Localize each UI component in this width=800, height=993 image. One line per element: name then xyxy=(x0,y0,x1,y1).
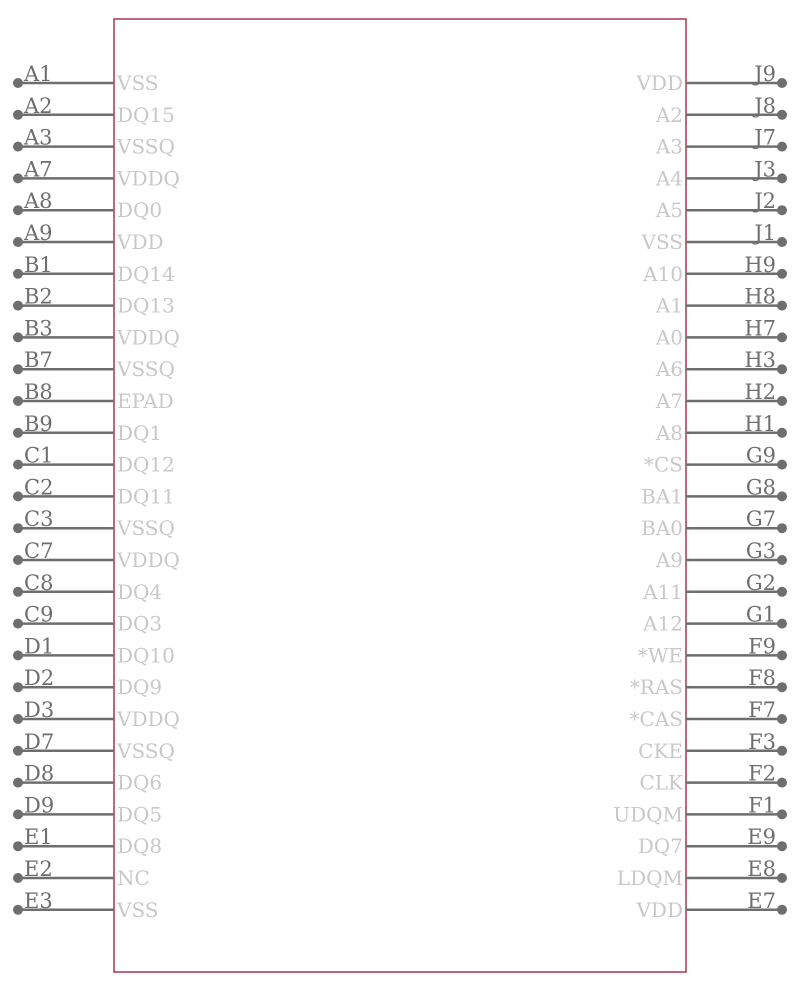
right-pin-group xyxy=(613,62,787,922)
pin-number: H7 xyxy=(744,316,776,341)
pin-E8 xyxy=(617,857,787,890)
pin-endpoint-dot xyxy=(777,269,787,279)
pin-number: G9 xyxy=(745,443,776,468)
pin-name: NC xyxy=(117,866,150,890)
pin-number: J7 xyxy=(754,125,776,150)
pin-endpoint-dot xyxy=(13,428,23,438)
pin-number: F7 xyxy=(748,698,776,722)
pin-name: DQ9 xyxy=(117,675,163,700)
pin-name: VDDQ xyxy=(117,707,180,731)
pin-number: B7 xyxy=(24,348,53,373)
pin-F3 xyxy=(638,730,787,763)
pin-name: VDD xyxy=(636,897,683,922)
pin-number: F3 xyxy=(748,729,776,754)
pin-number: H9 xyxy=(744,252,776,277)
pin-B7 xyxy=(13,348,175,381)
pin-name: DQ1 xyxy=(117,420,163,445)
pin-endpoint-dot xyxy=(777,523,787,533)
pin-number: A7 xyxy=(24,157,53,182)
pin-endpoint-dot xyxy=(13,237,23,247)
pin-name: VDD xyxy=(117,230,164,254)
pin-number: A8 xyxy=(24,189,53,214)
pin-name: A11 xyxy=(643,579,683,604)
pin-C3 xyxy=(13,507,175,540)
pin-number: G3 xyxy=(745,539,776,563)
pin-name: *CAS xyxy=(629,707,683,731)
pin-number: B9 xyxy=(24,411,53,436)
pin-D2 xyxy=(13,666,162,699)
pin-name: EPAD xyxy=(117,389,174,413)
pin-endpoint-dot xyxy=(777,301,787,311)
pin-name: DQ15 xyxy=(117,102,175,127)
pin-number: E2 xyxy=(24,857,53,881)
pin-number: H2 xyxy=(744,380,776,404)
pin-name: VSS xyxy=(641,230,683,254)
pin-number: D3 xyxy=(24,698,55,722)
pin-name: LDQM xyxy=(616,866,683,890)
pin-name: A0 xyxy=(655,325,683,350)
pin-endpoint-dot xyxy=(777,587,787,597)
pin-endpoint-dot xyxy=(777,396,787,406)
pin-number: B8 xyxy=(24,380,53,404)
pin-E2 xyxy=(13,857,150,890)
pin-number: E9 xyxy=(747,825,776,850)
pin-name: VSS xyxy=(117,897,159,922)
pin-number: F2 xyxy=(748,761,776,786)
pin-endpoint-dot xyxy=(777,905,787,915)
pin-endpoint-dot xyxy=(13,110,23,120)
pin-number: B1 xyxy=(24,252,53,277)
pin-number: G7 xyxy=(745,507,776,532)
pin-endpoint-dot xyxy=(13,364,23,374)
pin-E9 xyxy=(638,825,787,858)
pin-C2 xyxy=(13,475,175,508)
pin-endpoint-dot xyxy=(777,460,787,470)
pin-number: F1 xyxy=(748,793,776,818)
pin-endpoint-dot xyxy=(777,746,787,756)
pin-number: D2 xyxy=(24,666,55,691)
pin-F8 xyxy=(630,666,787,699)
pin-name: VDDQ xyxy=(117,325,180,350)
pin-number: D9 xyxy=(24,793,55,818)
pin-number: E3 xyxy=(24,888,53,913)
pin-number: H3 xyxy=(744,348,776,373)
pin-endpoint-dot xyxy=(13,619,23,629)
pin-number: G8 xyxy=(745,475,776,500)
pin-J9 xyxy=(635,62,787,95)
pin-endpoint-dot xyxy=(777,809,787,819)
pin-A1 xyxy=(13,62,159,95)
pin-F2 xyxy=(639,762,787,795)
pin-name: A5 xyxy=(655,198,683,223)
pin-endpoint-dot xyxy=(13,778,23,788)
pin-endpoint-dot xyxy=(777,841,787,851)
pin-name: VDD xyxy=(636,71,683,95)
pin-number: A2 xyxy=(24,93,53,118)
pin-name: VSSQ xyxy=(117,516,175,541)
pin-endpoint-dot xyxy=(777,619,787,629)
pin-name: DQ11 xyxy=(117,484,175,509)
pin-name: DQ0 xyxy=(117,198,163,223)
pin-name: DQ13 xyxy=(117,293,175,318)
pin-J2 xyxy=(655,189,787,222)
pin-number: D1 xyxy=(24,634,55,659)
pin-endpoint-dot xyxy=(13,332,23,342)
pin-number: C2 xyxy=(24,475,54,500)
pin-name: DQ5 xyxy=(117,802,163,827)
pin-B2 xyxy=(13,285,175,318)
pin-C8 xyxy=(13,571,162,604)
pin-endpoint-dot xyxy=(777,78,787,88)
pin-F7 xyxy=(630,698,787,731)
pin-endpoint-dot xyxy=(777,237,787,247)
pin-name: A3 xyxy=(655,134,683,159)
pin-number: F8 xyxy=(748,666,776,691)
pin-J3 xyxy=(655,157,787,190)
pin-endpoint-dot xyxy=(777,142,787,152)
pin-J8 xyxy=(655,94,787,127)
pin-name: DQ3 xyxy=(117,611,163,636)
pin-name: *CS xyxy=(643,452,683,477)
pin-name: VSS xyxy=(117,71,159,95)
pin-B9 xyxy=(13,412,162,445)
pin-name: VDDQ xyxy=(117,548,180,572)
pin-A7 xyxy=(13,157,180,190)
pin-C7 xyxy=(13,539,180,572)
pin-B8 xyxy=(13,380,174,413)
pin-A2 xyxy=(13,94,175,127)
pin-number: D8 xyxy=(24,761,55,786)
pin-A9 xyxy=(13,221,164,254)
pin-endpoint-dot xyxy=(777,491,787,501)
pin-endpoint-dot xyxy=(13,682,23,692)
pin-endpoint-dot xyxy=(13,555,23,565)
pin-number: C7 xyxy=(24,539,54,563)
pin-name: VSSQ xyxy=(117,357,175,382)
pin-name: DQ8 xyxy=(117,834,163,859)
pin-endpoint-dot xyxy=(13,841,23,851)
pin-number: C1 xyxy=(24,443,54,468)
pin-F9 xyxy=(638,634,787,667)
pin-endpoint-dot xyxy=(777,110,787,120)
pin-number: E7 xyxy=(747,888,776,913)
pin-endpoint-dot xyxy=(777,428,787,438)
pin-number: B2 xyxy=(24,284,53,309)
pin-number: A1 xyxy=(24,62,53,86)
pin-name: *RAS xyxy=(629,675,683,700)
pin-D3 xyxy=(13,698,180,731)
pin-name: UDQM xyxy=(613,802,683,827)
pin-endpoint-dot xyxy=(13,491,23,501)
pin-G1 xyxy=(642,603,787,636)
pin-endpoint-dot xyxy=(13,905,23,915)
pin-name: A4 xyxy=(655,166,683,191)
pin-number: C8 xyxy=(24,570,54,595)
pin-name: DQ4 xyxy=(117,579,163,604)
pin-B1 xyxy=(13,253,175,286)
pin-endpoint-dot xyxy=(777,555,787,565)
pin-endpoint-dot xyxy=(13,205,23,215)
pin-H2 xyxy=(655,380,787,413)
pin-name: DQ14 xyxy=(117,261,175,286)
pin-name: CKE xyxy=(638,738,683,763)
pin-name: DQ7 xyxy=(637,834,683,859)
pin-D8 xyxy=(13,762,162,795)
pin-J1 xyxy=(641,221,788,254)
pin-name: VSSQ xyxy=(117,134,175,159)
pin-endpoint-dot xyxy=(777,332,787,342)
pin-number: H1 xyxy=(744,411,776,436)
pin-name: DQ10 xyxy=(117,643,175,668)
pin-E3 xyxy=(13,889,159,922)
pin-number: E8 xyxy=(747,857,776,881)
pin-endpoint-dot xyxy=(777,173,787,183)
pin-A8 xyxy=(13,189,162,222)
pin-number: C9 xyxy=(24,602,54,627)
pin-name: BA1 xyxy=(641,484,683,509)
pin-endpoint-dot xyxy=(13,523,23,533)
pin-endpoint-dot xyxy=(13,142,23,152)
pin-H9 xyxy=(642,253,787,286)
left-pin-group xyxy=(13,62,180,922)
pin-C9 xyxy=(13,603,162,636)
pin-name: A12 xyxy=(643,611,683,636)
pin-name: CLK xyxy=(639,770,683,795)
pin-number: F9 xyxy=(748,634,776,659)
pin-H8 xyxy=(655,285,787,318)
pin-endpoint-dot xyxy=(13,873,23,883)
pin-B3 xyxy=(13,316,180,349)
pin-endpoint-dot xyxy=(777,714,787,724)
pin-endpoint-dot xyxy=(777,205,787,215)
pin-endpoint-dot xyxy=(13,173,23,183)
pin-D7 xyxy=(13,730,175,763)
pin-number: J9 xyxy=(754,62,776,86)
pin-number: G2 xyxy=(745,570,776,595)
pin-endpoint-dot xyxy=(13,650,23,660)
pin-G2 xyxy=(642,571,787,604)
pin-number: C3 xyxy=(24,507,54,532)
pin-number: D7 xyxy=(24,729,55,754)
pin-name: VDDQ xyxy=(117,166,180,191)
pin-number: J8 xyxy=(754,93,776,118)
pin-name: A2 xyxy=(655,102,683,127)
pin-number: J3 xyxy=(754,157,776,182)
pin-number: B3 xyxy=(24,316,53,341)
pin-name: A10 xyxy=(643,261,683,286)
pin-endpoint-dot xyxy=(13,587,23,597)
component-body xyxy=(114,19,686,972)
pin-name: A8 xyxy=(655,420,683,445)
pin-number: A3 xyxy=(24,125,53,150)
pin-name: BA0 xyxy=(641,516,683,541)
pin-J7 xyxy=(655,126,787,159)
pin-name: A9 xyxy=(655,548,683,572)
pin-endpoint-dot xyxy=(13,714,23,724)
pin-E1 xyxy=(13,825,162,858)
pin-H1 xyxy=(655,412,787,445)
pin-number: E1 xyxy=(24,825,53,850)
pin-H7 xyxy=(655,316,787,349)
pin-G8 xyxy=(641,475,787,508)
pin-endpoint-dot xyxy=(13,78,23,88)
pin-endpoint-dot xyxy=(777,364,787,374)
pin-endpoint-dot xyxy=(777,778,787,788)
pin-A3 xyxy=(13,126,175,159)
pin-number: G1 xyxy=(745,602,776,627)
pin-G7 xyxy=(641,507,787,540)
pin-endpoint-dot xyxy=(13,746,23,756)
pin-name: VSSQ xyxy=(117,738,175,763)
pin-name: DQ12 xyxy=(117,452,175,477)
pin-G3 xyxy=(655,539,787,572)
pin-number: J2 xyxy=(754,189,776,214)
pin-number: A9 xyxy=(24,221,53,245)
pin-name: DQ6 xyxy=(117,770,163,795)
pin-endpoint-dot xyxy=(777,650,787,660)
pin-endpoint-dot xyxy=(777,682,787,692)
pin-E7 xyxy=(635,889,787,922)
pin-H3 xyxy=(655,348,787,381)
pin-number: H8 xyxy=(744,284,776,309)
pin-endpoint-dot xyxy=(13,301,23,311)
pin-name: A7 xyxy=(655,389,683,413)
pin-endpoint-dot xyxy=(13,396,23,406)
pin-F1 xyxy=(613,793,787,826)
pin-endpoint-dot xyxy=(13,460,23,470)
pin-D9 xyxy=(13,793,162,826)
pin-name: A1 xyxy=(655,293,683,318)
pin-C1 xyxy=(13,444,175,477)
pin-endpoint-dot xyxy=(13,269,23,279)
pin-name: A6 xyxy=(655,357,683,382)
pin-name: *WE xyxy=(637,643,683,668)
pin-D1 xyxy=(13,634,175,667)
pin-G9 xyxy=(644,444,787,477)
pin-endpoint-dot xyxy=(777,873,787,883)
pin-endpoint-dot xyxy=(13,809,23,819)
pin-number: J1 xyxy=(754,221,776,245)
